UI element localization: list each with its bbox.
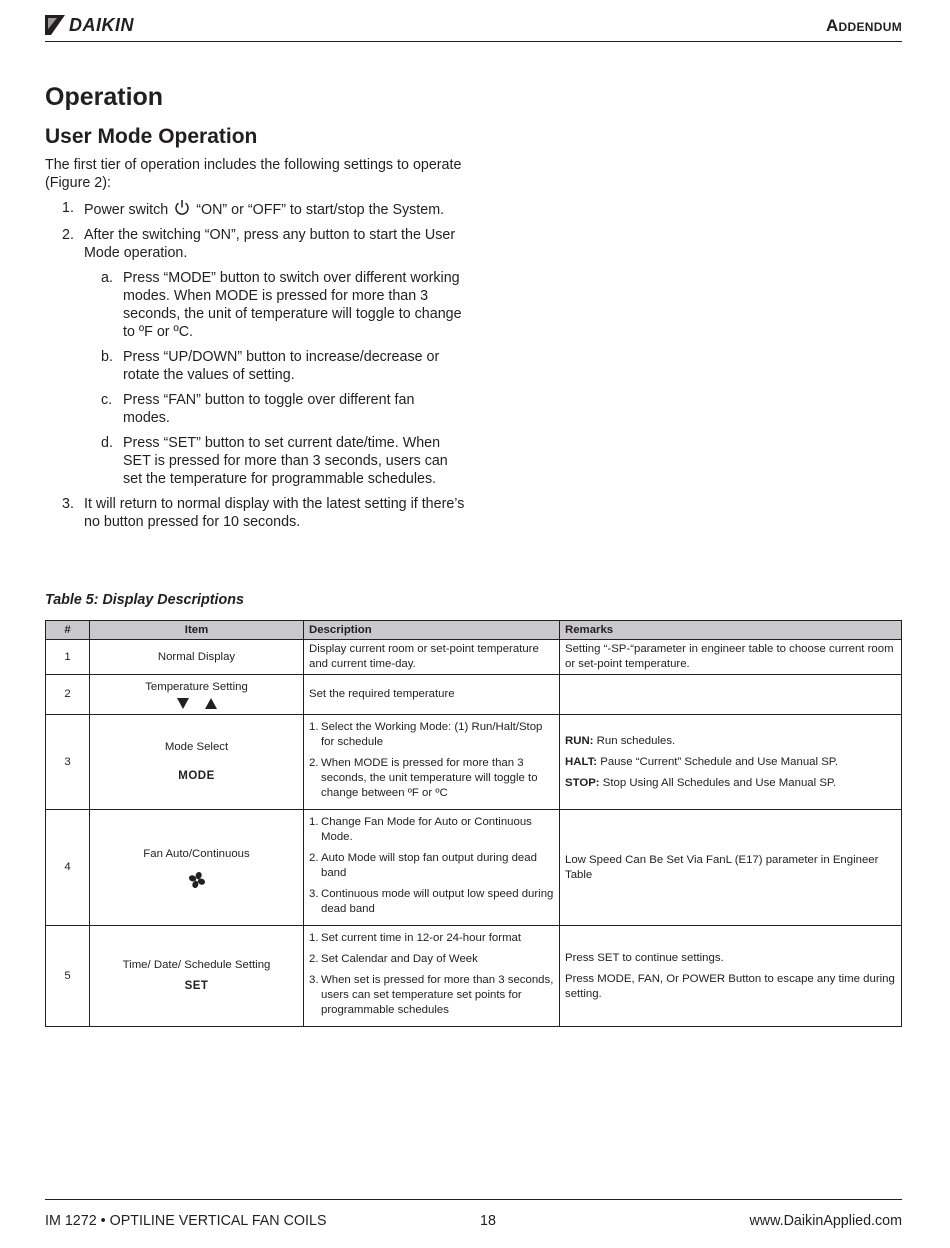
- substep-item: [84, 269, 465, 341]
- down-arrow-icon: [177, 698, 189, 709]
- substep-text: Press “SET” button to set current date/time. When SET is pressed for more than 3 seconds, users can set the temperature for programmable schedules.: [123, 435, 448, 487]
- table-row: [46, 810, 902, 926]
- steps-list: [45, 199, 465, 531]
- substep-letter: d.: [101, 435, 113, 451]
- step-text: It will return to normal display with the latest setting if there’s no button pressed for 10 seconds.: [84, 496, 465, 530]
- footer-document-id: IM 1272 • OPTILINE VERTICAL FAN COILS: [45, 1213, 327, 1229]
- row-remarks: [560, 715, 902, 810]
- remark-line: Press MODE, FAN, Or POWER Button to escape any time during setting.: [565, 972, 895, 1000]
- substep-item: [84, 391, 465, 427]
- description-item: [309, 973, 554, 1018]
- table-row: [46, 640, 902, 675]
- item-number: 2.: [309, 757, 319, 769]
- row-item-cell: [90, 715, 304, 810]
- row-remarks: [560, 926, 902, 1027]
- row-item-cell: [90, 926, 304, 1027]
- item-number: 3.: [309, 974, 319, 986]
- row-remarks: Low Speed Can Be Set Via FanL (E17) parameter in Engineer Table: [560, 810, 902, 926]
- row-number: 5: [46, 926, 90, 1027]
- step-text: Power switch: [84, 202, 169, 218]
- step-number: 1.: [62, 200, 74, 216]
- row-remarks: [560, 675, 902, 715]
- fan-icon: [188, 871, 206, 889]
- row-description: Set the required temperature: [304, 675, 560, 715]
- set-symbol: SET: [184, 980, 209, 992]
- step-number: 3.: [62, 496, 74, 512]
- up-down-arrows: [95, 698, 298, 709]
- table-row: [46, 715, 902, 810]
- substep-letter: b.: [101, 349, 113, 365]
- item-number: 2.: [309, 852, 319, 864]
- remark-label: HALT:: [565, 755, 598, 768]
- step-item: [45, 226, 465, 488]
- daikin-logo: [45, 14, 134, 36]
- description-item: [309, 720, 554, 750]
- item-number: 2.: [309, 953, 319, 965]
- row-item: Temperature Setting: [145, 681, 248, 693]
- display-descriptions-table: [45, 620, 902, 1027]
- item-text: Set Calendar and Day of Week: [321, 953, 478, 965]
- row-item: Normal Display: [90, 640, 304, 675]
- item-number: 3.: [309, 888, 319, 900]
- item-number: 1.: [309, 932, 319, 944]
- item-number: 1.: [309, 721, 319, 733]
- description-item: [309, 887, 554, 917]
- row-description: Display current room or set-point temperature and current time-day.: [304, 640, 560, 675]
- row-number: 1: [46, 640, 90, 675]
- row-remarks: Setting “-SP-“parameter in engineer table to choose current room or set-point temperature.: [560, 640, 902, 675]
- section-subtitle: User Mode Operation: [45, 125, 258, 148]
- column-header: Description: [304, 621, 560, 640]
- item-text: Set current time in 12-or 24-hour format: [321, 932, 522, 944]
- remark-line: [565, 734, 896, 749]
- remark-label: RUN:: [565, 734, 594, 747]
- item-text: Continuous mode will output low speed during dead band: [321, 888, 554, 915]
- substep-letter: a.: [101, 270, 113, 286]
- table-caption: Table 5: Display Descriptions: [45, 592, 244, 608]
- page-title: Operation: [45, 83, 164, 111]
- row-item-cell: [90, 810, 304, 926]
- step-number: 2.: [62, 227, 74, 243]
- logo-text: DAIKIN: [69, 14, 134, 35]
- page-number: 18: [480, 1213, 496, 1229]
- table-row: [46, 675, 902, 715]
- row-number: 3: [46, 715, 90, 810]
- substep-letter: c.: [101, 392, 113, 408]
- power-icon: [174, 199, 190, 216]
- item-text: When set is pressed for more than 3 seconds, users can set temperature set points for programmable schedules: [321, 974, 554, 1016]
- page-header: [45, 12, 902, 42]
- row-item: Fan Auto/Continuous: [143, 847, 250, 860]
- remark-line: Press SET to continue settings.: [565, 951, 724, 964]
- description-item: [309, 815, 554, 845]
- item-text: Select the Working Mode: (1) Run/Halt/Stop for schedule: [321, 721, 543, 748]
- step-text: “ON” or “OFF” to start/stop the System.: [196, 202, 445, 218]
- description-item: [309, 756, 554, 801]
- footer-website: www.DaikinApplied.com: [749, 1213, 902, 1229]
- item-number: 1.: [309, 816, 319, 828]
- item-text: Change Fan Mode for Auto or Continuous Mode.: [321, 816, 532, 843]
- row-description: [304, 810, 560, 926]
- row-item-cell: [90, 675, 304, 715]
- remark-line: [565, 755, 896, 770]
- step-item: [45, 199, 465, 219]
- remark-text: Stop Using All Schedules and Use Manual SP.: [602, 776, 837, 789]
- item-text: When MODE is pressed for more than 3 seconds, the unit temperature will toggle to change between ºF or ºC: [321, 757, 538, 799]
- daikin-logo-icon: [45, 15, 65, 35]
- item-text: Auto Mode will stop fan output during dead band: [321, 852, 537, 879]
- intro-paragraph: The first tier of operation includes the following settings to operate (Figure 2):: [45, 157, 462, 191]
- row-description: [304, 715, 560, 810]
- table-row: [46, 926, 902, 1027]
- step-item: [45, 495, 465, 531]
- description-item: [309, 851, 554, 881]
- description-item: [309, 952, 554, 967]
- row-item: Time/ Date/ Schedule Setting: [122, 959, 271, 971]
- column-header: #: [46, 621, 90, 640]
- substep-item: [84, 434, 465, 488]
- remark-label: STOP:: [565, 776, 600, 789]
- step-text: After the switching “ON”, press any button to start the User Mode operation.: [84, 227, 456, 261]
- row-description: [304, 926, 560, 1027]
- remark-line: [565, 776, 896, 791]
- mode-symbol: MODE: [178, 770, 215, 782]
- remark-text: Run schedules.: [596, 734, 676, 747]
- row-item: Mode Select: [164, 741, 229, 753]
- column-header: Remarks: [560, 621, 902, 640]
- substep-text: Press “UP/DOWN” button to increase/decrease or rotate the values of setting.: [123, 349, 440, 383]
- body-text: [45, 156, 465, 538]
- up-arrow-icon: [205, 698, 217, 709]
- table-header-row: [46, 621, 902, 640]
- substep-item: [84, 348, 465, 384]
- substep-text: Press “FAN” button to toggle over different fan modes.: [123, 392, 415, 426]
- substeps-list: [84, 269, 465, 488]
- substep-text: Press “MODE” button to switch over different working modes. When MODE is pressed for more than 3 seconds, the unit of temperature will toggle to change to ºF or ºC.: [123, 270, 462, 340]
- page-footer: [45, 1199, 902, 1229]
- description-item: [309, 931, 554, 946]
- column-header: Item: [90, 621, 304, 640]
- row-number: 4: [46, 810, 90, 926]
- remark-text: Pause “Current” Schedule and Use Manual SP.: [600, 755, 839, 768]
- section-label: Addendum: [825, 16, 902, 35]
- row-number: 2: [46, 675, 90, 715]
